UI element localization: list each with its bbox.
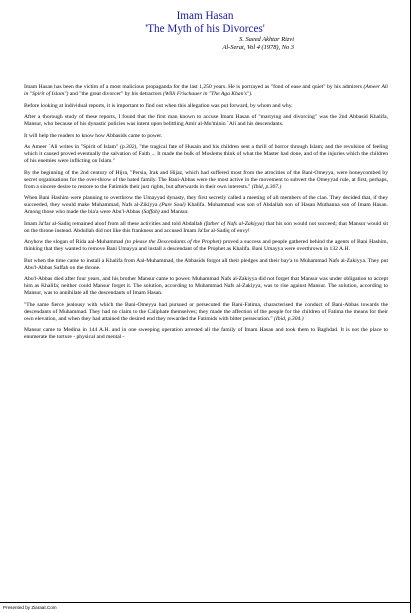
body-paragraph bbox=[24, 239, 388, 253]
body-paragraph bbox=[24, 195, 388, 216]
paragraph-text: Khalifa. Muhammad was son of Abdallah son of Hasan Muthanna son of Imam Hasan. Among those who made the bia'a were Abu'l-Abbas bbox=[24, 202, 388, 215]
citation-text: (Ameer Ali in "Spirit of Islam") bbox=[24, 84, 388, 97]
paragraph-text: It will help the readers to know how Abbasids came to power. bbox=[24, 132, 163, 139]
paragraph-text: Anyhow the slogan of Rida aal-Muhammad bbox=[24, 239, 125, 245]
article-title bbox=[0, 10, 410, 36]
citation-text: (to please the Descendants of the Prophet) bbox=[124, 239, 222, 245]
citation-text: (p.302) bbox=[119, 144, 137, 150]
paragraph-text: and "the great divorcer" by his detractors bbox=[68, 91, 163, 97]
paragraph-text: But when the time came to install a Khalifa from Aal-Muhammad, the Abbasids forgot all their pledges and their bay'a to Muhammad Nafs al-Zakiyya. They put Abu'l-Abbas Saffah on the throne. bbox=[24, 257, 388, 271]
body-paragraph bbox=[24, 103, 388, 110]
paragraph-text: that his son would not succeed; that Mansur would sit on the throne instead. Abdullah did not like this frankness and accused Imam Ja'far al-Sadiq of envy! bbox=[24, 220, 388, 234]
paragraph-text: proved a success and people gathered behind the agents of Bani Hashim, thinking that they wanted to remove Bani Umayya and install a descendant of the Prophet as Khalifa. Bani Umayya were overthrown in 132 A.H. bbox=[24, 239, 388, 252]
body-paragraph bbox=[24, 258, 388, 272]
paragraph-text: Before looking at individual reports, it is important to find out when this allegation was put forward, by whom and why. bbox=[24, 102, 293, 109]
title-line-2: 'The Myth of his Divorces' bbox=[145, 23, 265, 35]
paragraph-text: "The same fierce jealousy with which the Bani-Omeyya had pursued or persecuted the Bani-Fatima, characterised the conduct of Bani-Abbas towards the descendants of Muhammad. They had no claim to the Caliphate themselves; they made the affection of the people for the children of Fatima the means for their own elevation, and when they had attained the desired end they rewarded the Fatimids with bitter persecution." bbox=[24, 301, 388, 322]
citation-text: (Pure Soul) bbox=[159, 202, 186, 208]
article-body bbox=[24, 84, 388, 346]
paragraph-text: After a thorough study of these reports, I found that the first man known to accuse Imam Hasan of "marrying and divorcing" was the 2nd Abbasid Khalifa, Mansur, who because of his dynastic policies was intent upon belittling Amir al-Mu'minin `Ali and his descendants. bbox=[24, 114, 388, 127]
paragraph-text: By the beginning of the 2nd century of Hijra, "Persia, Irak and Hijaz, which had suffered most from the atrocities of the Bani-Omeyya, were honeycombed by secret organisations for the over-throw of the hated family. The Bani-Abbas were the most active in the movement to subvert the Omeyyad rule, at first, perhaps, from a sincere desire to restore to the Fatimids their just rights, but afterwards in their own interests." bbox=[24, 169, 388, 190]
paragraph-text: Imam Ja'far al-Sadiq remained aloof from all these activities and told Abdallah bbox=[24, 220, 204, 227]
author-line: S. Saeed Akhtar Rizvi bbox=[239, 36, 294, 43]
body-paragraph bbox=[24, 170, 388, 191]
body-paragraph bbox=[24, 133, 388, 140]
footer-credit: Presented by Ziaraat.Com bbox=[3, 605, 57, 610]
title-line-1: Imam Hasan bbox=[176, 10, 234, 22]
body-paragraph bbox=[24, 221, 388, 235]
paragraph-text: When Bani Hashim were planning to overthrow the Umayyad dynasty, they first secretly called a meeting of all members of the clan. They decided that, if they succeeded, they would make Muhammad, Nafs al-Zikiyya bbox=[24, 195, 388, 208]
body-paragraph bbox=[24, 327, 388, 341]
paragraph-text: Mansur came to Medina in 144 A.H. and in one sweeping operation arrested all the family of Imam Hasan and took them to Baghdad. It is not the place to enumerate the torture - physical and mental - bbox=[24, 327, 388, 340]
body-paragraph bbox=[24, 144, 388, 165]
paragraph-text: and Mansur. bbox=[159, 209, 189, 215]
citation-text: (Ibid, p.307.) bbox=[251, 183, 282, 190]
body-paragraph bbox=[24, 302, 388, 323]
paragraph-text: . bbox=[250, 91, 253, 97]
citation-text: (Saffah) bbox=[141, 209, 160, 215]
paragraph-text: , "the tragical fate of Husain and his children sent a thrill of horror through Islam; and the revulsion of feeling which it caused proved eventually the salvation of Faith ... It made the bulk of Moslems think of what the Master had done, and of the injuries which the children of his enemies were inflicting on Islam." bbox=[24, 144, 388, 164]
source-line: Al-Serat, Vol 4 (1978), No 3 bbox=[222, 43, 294, 51]
body-paragraph bbox=[24, 114, 388, 128]
citation-text: (Ibid, p.304.) bbox=[274, 315, 304, 322]
citation-text: (Willi Frischauer in "The Aga Khan's") bbox=[162, 91, 251, 97]
body-paragraph bbox=[24, 84, 388, 98]
paragraph-text: Abu'l-Abbas died after four years, and his brother Mansur came to power. Muhammad Nafs al-Zakiyya did not forget that Mansur was under obligation to accept him as Khalifa; neither could Mansur forget it. The solution, according to Muhammad Nafs al-Zakiyya, was to rise against Mansur. The solution, according to Mansur, was to annihilate all the descendants of Imam Hasan. bbox=[24, 276, 388, 296]
article-header bbox=[0, 0, 410, 51]
paragraph-text: Imam Hasan has been the victim of a most malicious propaganda for the last 1,250 years. He is portrayed as "fond of ease and quiet" by his admirers bbox=[24, 84, 364, 90]
body-paragraph bbox=[24, 276, 388, 297]
paragraph-text: As Ameer `Ali writes in "Spirit of Islam" bbox=[24, 144, 120, 150]
citation-text: (father of Nafs al-Zakiyya) bbox=[203, 220, 265, 227]
